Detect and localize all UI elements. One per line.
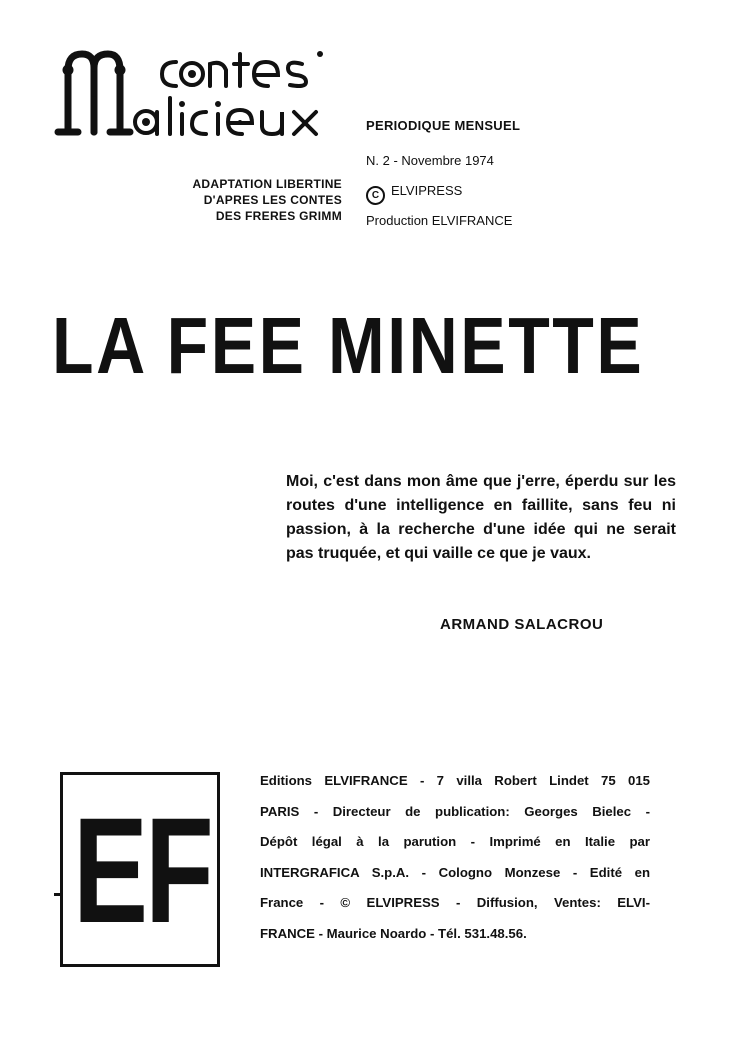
story-title: LA FEE MINETTE [52, 301, 645, 390]
copyright-icon: C [366, 186, 385, 205]
production-line: Production ELVIFRANCE [366, 213, 513, 228]
imprint-line: FRANCE - Maurice Noardo - Tél. 531.48.56. [260, 925, 527, 941]
publisher-logo-letters: EF [73, 786, 211, 954]
contes-malicieux-logo-image [54, 40, 344, 150]
imprint-line: Dépôt légal à la parution - Imprimé en Italie par [260, 834, 650, 849]
epigraph-author: ARMAND SALACROU [440, 616, 604, 633]
adaptation-line: ADAPTATION LIBERTINE [192, 177, 342, 191]
issue-number: N. 2 - Novembre 1974 [366, 153, 494, 168]
epigraph-text: Moi, c'est dans mon âme que j'erre, éperdu sur les routes d'une intelligence en faillite, sans feu ni passion, à la recherche d'une idée qui ne serait pas truquée, et qui vaille ce que je vaux. [286, 473, 676, 562]
publisher-imprint [260, 766, 650, 949]
series-logo [54, 40, 344, 150]
imprint-line: France - © ELVIPRESS - Diffusion, Ventes: ELVI- [260, 895, 650, 910]
adaptation-line: D'APRES LES CONTES [203, 193, 342, 207]
imprint-line: INTERGRAFICA S.p.A. - Cologno Monzese - Edité en [260, 864, 650, 880]
adaptation-line: DES FRERES GRIMM [215, 209, 342, 223]
copyright-holder: ELVIPRESS [391, 183, 463, 198]
copyright-line [366, 183, 462, 205]
logo-mark [54, 893, 62, 896]
adaptation-note [192, 176, 342, 224]
imprint-line: Editions ELVIFRANCE - 7 villa Robert Lindet 75 015 [260, 773, 650, 788]
periodicity-label: PERIODIQUE MENSUEL [366, 118, 521, 133]
publisher-logo [60, 772, 220, 967]
imprint-line: PARIS - Directeur de publication: Georges Bielec - [260, 803, 650, 819]
